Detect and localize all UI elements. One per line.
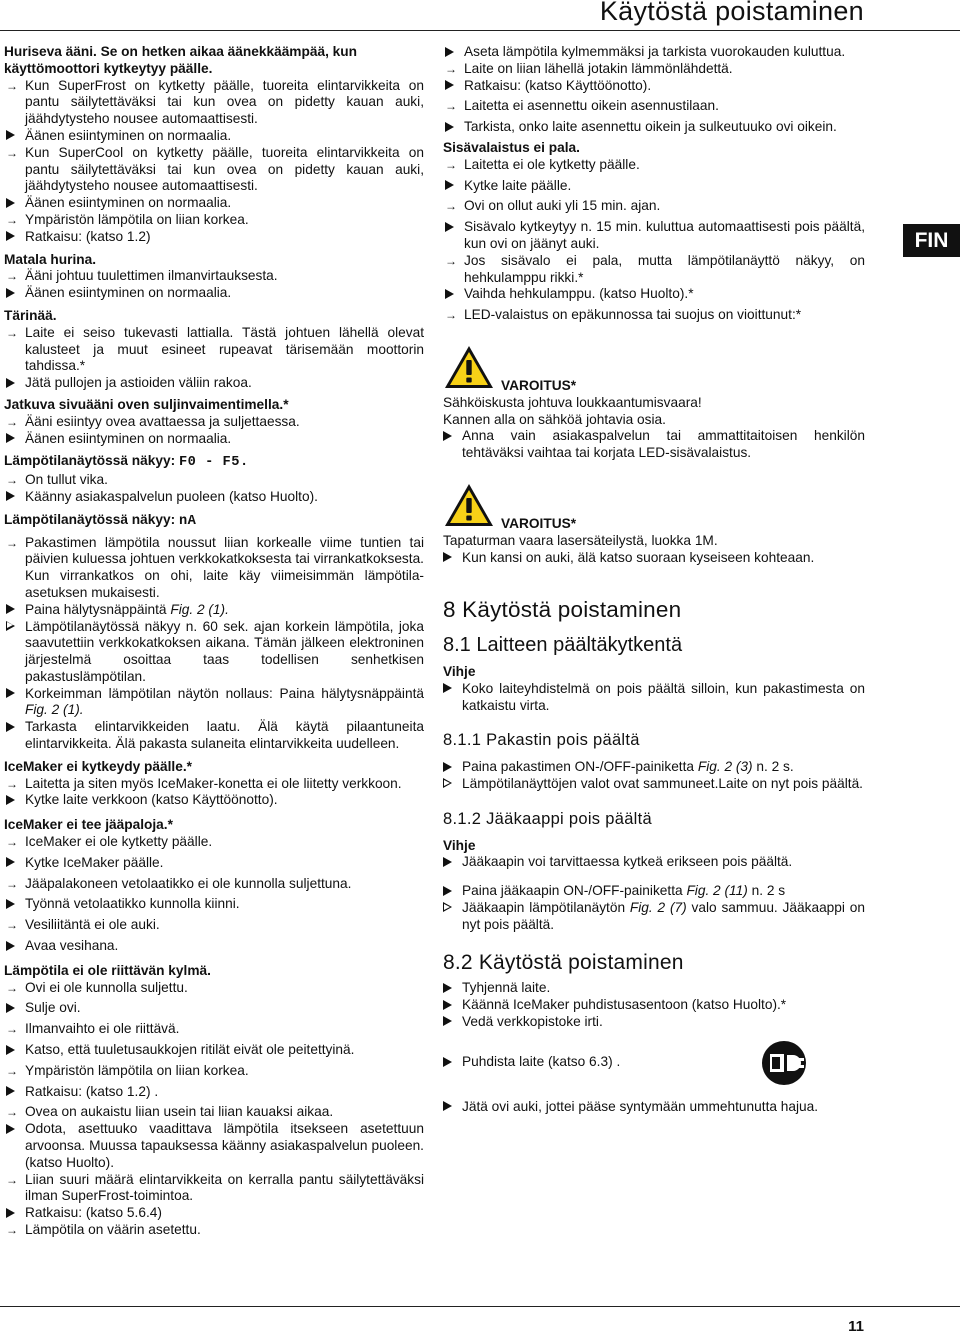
cause-item: → Jääpalakoneen vetolaatikko ei ole kunnolla suljettuna. <box>6 875 352 891</box>
warning-triangle-icon <box>443 344 495 390</box>
triangle-bullet-icon <box>6 686 15 703</box>
triangle-bullet-icon <box>6 1121 15 1138</box>
triangle-bullet-icon <box>445 286 454 303</box>
cause-item: → Laitetta ei ole kytketty päälle. <box>445 156 640 172</box>
section-heading: Huriseva ääni. Se on hetken aikaa äänekkäämpää, kun käyttömoottori kytkeytyy päälle. <box>4 44 358 76</box>
disposal-row <box>443 1039 865 1087</box>
cause-item: → Ovi ei ole kunnolla suljettu. <box>6 979 188 995</box>
arrow-icon: → <box>445 61 457 76</box>
remedy-item: Käännä IceMaker puhdistusasentoon (katso Huolto).* <box>443 997 865 1014</box>
section-heading: IceMaker ei tee jääpaloja.* <box>4 817 173 833</box>
display-code: F0 - F5. <box>178 455 249 471</box>
remedy-item: Ratkaisu: (katso Käyttöönotto). <box>443 78 865 95</box>
remedy-item: Paina jääkaapin ON-/OFF-painiketta Fig. 2 (11) n. 2 s <box>443 883 865 900</box>
cause-item: → Pakastimen lämpötila noussut liian korkealle viime tuntien tai päivien kuluessa johtuen verkkokatkoksesta tai virrankatkoksesta. Kun virrankatkos on ohi, laite käy viimeisimmän lämpötila-asetuksen mukaisesti. <box>6 534 424 600</box>
cause-item: → IceMaker ei ole kytketty päälle. <box>6 834 213 850</box>
outline-triangle-icon <box>6 619 15 636</box>
remedy-item: Tarkasta elintarvikkeiden laatu. Älä käytä pilaantuneita elintarvikkeita. Älä pakasta sulaneita elintarvikkeita uudelleen. <box>4 719 424 753</box>
remedy-item: Ratkaisu: (katso 1.2) <box>4 229 424 246</box>
figure-reference: Fig. 2 (11) <box>686 883 748 899</box>
cause-item: → Ääni esiintyy ovea avattaessa ja suljettaessa. <box>6 413 300 429</box>
triangle-bullet-icon <box>443 550 452 567</box>
warning-title: VAROITUS* <box>501 515 577 531</box>
result-item: Lämpötilanäyttöjen valot ovat sammuneet.Laite on nyt pois päältä. <box>443 776 865 793</box>
triangle-bullet-icon <box>443 883 452 900</box>
triangle-bullet-icon <box>6 1205 15 1222</box>
section-heading: IceMaker ei kytkeydy päälle.* <box>4 758 192 774</box>
triangle-bullet-icon <box>443 681 452 698</box>
warning-text: Kannen alla on sähköä johtavia osia. <box>443 411 666 427</box>
remedy-item: Kytke laite verkkoon (katso Käyttöönotto). <box>4 792 424 809</box>
arrow-icon: → <box>6 1172 18 1187</box>
display-code: nA <box>178 513 197 529</box>
section-heading: Jatkuva sivuääni oven suljinvaimentimella.* <box>4 396 289 412</box>
triangle-bullet-icon <box>6 896 15 913</box>
triangle-bullet-icon <box>443 1099 452 1116</box>
remedy-item: Kun kansi on auki, älä katso suoraan kyseiseen kohteaan. <box>443 550 865 567</box>
cause-item: → Liian suuri määrä elintarvikkeita on kerralla pantu säilytettäväksi ilman SuperFrost-toimintoa. <box>6 1171 424 1204</box>
arrow-icon: → <box>6 535 18 550</box>
result-item: Jääkaapin lämpötilanäytön Fig. 2 (7) valo sammuu. Jääkaappi on nyt pois päältä. <box>443 900 865 934</box>
hint-label: Vihje <box>443 663 476 679</box>
arrow-icon: → <box>6 918 18 933</box>
triangle-bullet-icon <box>443 428 452 445</box>
cause-item: → Kun SuperCool on kytketty päälle, tuoreita elintarvikkeita on pantu säilytettäväksi tai kun ovea on pidetty kauan auki, jäähdytysteho nousee automaattisesti. <box>6 144 424 194</box>
triangle-bullet-icon <box>6 229 15 246</box>
arrow-icon: → <box>6 212 18 227</box>
remedy-item: Paina hälytysnäppäintä Fig. 2 (1). <box>4 602 424 619</box>
remedy-item: Työnnä vetolaatikko kunnolla kiinni. <box>4 896 424 913</box>
cause-item: → Laitetta ja siten myös IceMaker-konetta ei ole liitetty verkkoon. <box>6 775 402 791</box>
triangle-bullet-icon <box>6 195 15 212</box>
arrow-icon: → <box>6 835 18 850</box>
arrow-icon: → <box>6 414 18 429</box>
remedy-item: Ratkaisu: (katso 1.2) . <box>4 1084 424 1101</box>
remedy-item: Vaihda hehkulamppu. (katso Huolto).* <box>443 286 865 303</box>
outline-triangle-icon <box>443 776 452 793</box>
cause-item: → Laite ei seiso tukevasti lattialla. Tästä johtuen lähellä olevat kalusteet ja muut esineet rupeavat tärisemään moottorin tahdissa.* <box>6 324 424 374</box>
page-header-title: Käytöstä poistaminen <box>599 0 864 26</box>
remedy-item: Tarkista, onko laite asennettu oikein ja sulkeutuuko ovi oikein. <box>443 119 865 136</box>
cause-item: → Jos sisävalo ei pala, mutta lämpötilanäyttö näkyy, on hehkulamppu rikki.* <box>445 252 865 285</box>
section-heading: Matala hurina. <box>4 251 97 267</box>
warning-title: VAROITUS* <box>501 377 577 393</box>
subsection-title: 8.1 Laitteen päältäkytkentä <box>443 634 683 657</box>
arrow-icon: → <box>6 78 18 93</box>
figure-reference: Fig. 2 (1). <box>25 702 84 718</box>
warning-text: Tapaturman vaara lasersäteilystä, luokka 1M. <box>443 532 718 548</box>
section-title: 8.2 Käytöstä poistaminen <box>443 951 684 975</box>
cause-item: → Kun SuperFrost on kytketty päälle, tuoreita elintarvikkeita on pantu säilytettäväksi tai kun ovea on pidetty kauan auki, jäähdytysteho nousee automaattisesti. <box>6 77 424 127</box>
triangle-bullet-icon <box>6 1042 15 1059</box>
remedy-item: Vedä verkkopistoke irti. <box>443 1014 865 1031</box>
triangle-bullet-icon <box>6 1084 15 1101</box>
figure-reference: Fig. 2 (3) <box>697 759 753 775</box>
footer-rule <box>0 1306 960 1307</box>
arrow-icon: → <box>445 157 457 172</box>
language-tab: FIN <box>903 224 960 257</box>
arrow-icon: → <box>445 199 457 214</box>
triangle-bullet-icon <box>443 1014 452 1031</box>
triangle-bullet-icon <box>445 78 454 95</box>
remedy-item: Paina pakastimen ON-/OFF-painiketta Fig. 2 (3) n. 2 s. <box>443 759 865 776</box>
triangle-bullet-icon <box>6 602 15 619</box>
left-column <box>4 44 424 1239</box>
arrow-icon: → <box>6 1022 18 1037</box>
plug-disconnect-icon <box>760 1039 808 1087</box>
outline-triangle-icon <box>443 900 452 917</box>
triangle-bullet-icon <box>6 375 15 392</box>
right-column <box>443 44 865 1115</box>
triangle-bullet-icon <box>6 128 15 145</box>
remedy-item: Äänen esiintyminen on normaalia. <box>4 195 424 212</box>
triangle-bullet-icon <box>443 1054 452 1071</box>
arrow-icon: → <box>445 253 457 268</box>
arrow-icon: → <box>6 145 18 160</box>
warning-triangle-icon <box>443 482 495 528</box>
cause-item: → Ilmanvaihto ei ole riittävä. <box>6 1021 180 1037</box>
arrow-icon: → <box>6 776 18 791</box>
page-number: 11 <box>848 1318 864 1335</box>
result-item: Lämpötilanäytössä näkyy n. 60 sek. ajan korkein lämpötila, joka saavutettiin verkkokatkoksen aikana. Tämän jälkeen elektroninen järjestelmä osoittaa taas todellisen senhetkisen pakastuslämpötilan. <box>4 619 424 686</box>
remedy-item: Odota, asettuuko vaadittava lämpötila itsekseen asetettuun arvoonsa. Muussa tapauksessa käänny asiakaspalvelun puoleen. (katso Huolto). <box>4 1121 424 1171</box>
triangle-bullet-icon <box>6 855 15 872</box>
remedy-item: Äänen esiintyminen on normaalia. <box>4 285 424 302</box>
warning-box <box>443 482 865 533</box>
triangle-bullet-icon <box>445 44 454 61</box>
remedy-item: Anna vain asiakaspalvelun tai ammattitaitoisen henkilön tehtäväksi vaihtaa tai korjata LED-sisävalaistus. <box>443 428 865 462</box>
remedy-item: Puhdista laite (katso 6.3) . <box>443 1054 620 1071</box>
cause-item: → On tullut vika. <box>6 472 108 488</box>
remedy-item: Korkeimman lämpötilan näytön nollaus: Paina hälytysnäppäintä Fig. 2 (1). <box>4 686 424 720</box>
cause-item: → Vesiliitäntä ei ole auki. <box>6 917 160 933</box>
cause-item: → Laite on liian lähellä jotakin lämmönlähdettä. <box>445 60 733 76</box>
section-heading: Lämpötilanäytössä näkyy: F0 - F5. <box>4 453 249 471</box>
triangle-bullet-icon <box>445 219 454 236</box>
arrow-icon: → <box>6 1105 18 1120</box>
cause-item: → Ääni johtuu tuulettimen ilmanvirtauksesta. <box>6 268 278 284</box>
triangle-bullet-icon <box>445 119 454 136</box>
cause-item: → Laitetta ei asennettu oikein asennustilaan. <box>445 98 719 114</box>
warning-text: Sähköiskusta johtuva loukkaantumisvaara! <box>443 394 702 410</box>
remedy-item: Sisävalo kytkeytyy n. 15 min. kuluttua automaattisesti pois päältä, kun ovi on jäänyt auki. <box>443 219 865 253</box>
figure-reference: Fig. 2 (7) <box>629 899 687 915</box>
arrow-icon: → <box>6 473 18 488</box>
cause-item: → Lämpötila on väärin asetettu. <box>6 1222 201 1237</box>
arrow-icon: → <box>6 1223 18 1237</box>
remedy-item: Katso, että tuuletusaukkojen ritilät eivät ole peitettyinä. <box>4 1042 424 1059</box>
arrow-icon: → <box>6 876 18 891</box>
warning-box <box>443 344 865 395</box>
triangle-bullet-icon <box>6 1000 15 1017</box>
remedy-item: Ratkaisu: (katso 5.6.4) <box>4 1205 424 1222</box>
remedy-item: Jätä ovi auki, jottei pääse syntymään ummehtunutta hajua. <box>443 1099 865 1116</box>
cause-item: → Ympäristön lämpötila on liian korkea. <box>6 1062 249 1078</box>
triangle-bullet-icon <box>443 980 452 997</box>
triangle-bullet-icon <box>6 719 15 736</box>
remedy-item: Kytke laite päälle. <box>443 178 865 195</box>
hint-label: Vihje <box>443 837 476 853</box>
triangle-bullet-icon <box>6 285 15 302</box>
triangle-bullet-icon <box>445 178 454 195</box>
subsubsection-title: 8.1.1 Pakastin pois päältä <box>443 731 640 750</box>
arrow-icon: → <box>445 99 457 114</box>
section-heading: Sisävalaistus ei pala. <box>443 139 580 155</box>
section-heading: Lämpötilanäytössä näkyy: nA <box>4 511 197 529</box>
remedy-item: Tyhjennä laite. <box>443 980 865 997</box>
triangle-bullet-icon <box>443 997 452 1014</box>
triangle-bullet-icon <box>6 792 15 809</box>
remedy-item: Koko laiteyhdistelmä on pois päältä silloin, kun pakastimesta on katkaistu virta. <box>443 681 865 715</box>
arrow-icon: → <box>6 980 18 995</box>
section-title: 8 Käytöstä poistaminen <box>443 597 682 623</box>
triangle-bullet-icon <box>6 938 15 955</box>
subsubsection-title: 8.1.2 Jääkaappi pois päältä <box>443 809 653 828</box>
figure-reference: Fig. 2 (1). <box>170 601 229 617</box>
remedy-item: Käänny asiakaspalvelun puoleen (katso Huolto). <box>4 489 424 506</box>
triangle-bullet-icon <box>443 759 452 776</box>
cause-item: → Ovi on ollut auki yli 15 min. ajan. <box>445 198 661 214</box>
triangle-bullet-icon <box>6 489 15 506</box>
arrow-icon: → <box>6 325 18 340</box>
remedy-item: Jääkaapin voi tarvittaessa kytkeä erikseen pois päältä. <box>443 854 865 871</box>
remedy-item: Äänen esiintyminen on normaalia. <box>4 431 424 448</box>
cause-item: → LED-valaistus on epäkunnossa tai suojus on vioittunut:* <box>445 307 802 323</box>
arrow-icon: → <box>445 308 457 323</box>
section-heading: Lämpötila ei ole riittävän kylmä. <box>4 962 211 978</box>
remedy-item: Äänen esiintyminen on normaalia. <box>4 128 424 145</box>
arrow-icon: → <box>6 269 18 284</box>
remedy-item: Sulje ovi. <box>4 1000 424 1017</box>
remedy-item: Aseta lämpötila kylmemmäksi ja tarkista vuorokauden kuluttua. <box>443 44 865 61</box>
remedy-item: Avaa vesihana. <box>4 938 424 955</box>
remedy-item: Jätä pullojen ja astioiden väliin rakoa. <box>4 375 424 392</box>
header-rule <box>0 30 960 31</box>
cause-item: → Ovea on aukaistu liian usein tai liian kauaksi aikaa. <box>6 1104 334 1120</box>
triangle-bullet-icon <box>443 854 452 871</box>
triangle-bullet-icon <box>6 431 15 448</box>
remedy-item: Kytke IceMaker päälle. <box>4 855 424 872</box>
section-heading: Tärinää. <box>4 307 57 323</box>
cause-item: → Ympäristön lämpötila on liian korkea. <box>6 211 249 227</box>
arrow-icon: → <box>6 1063 18 1078</box>
